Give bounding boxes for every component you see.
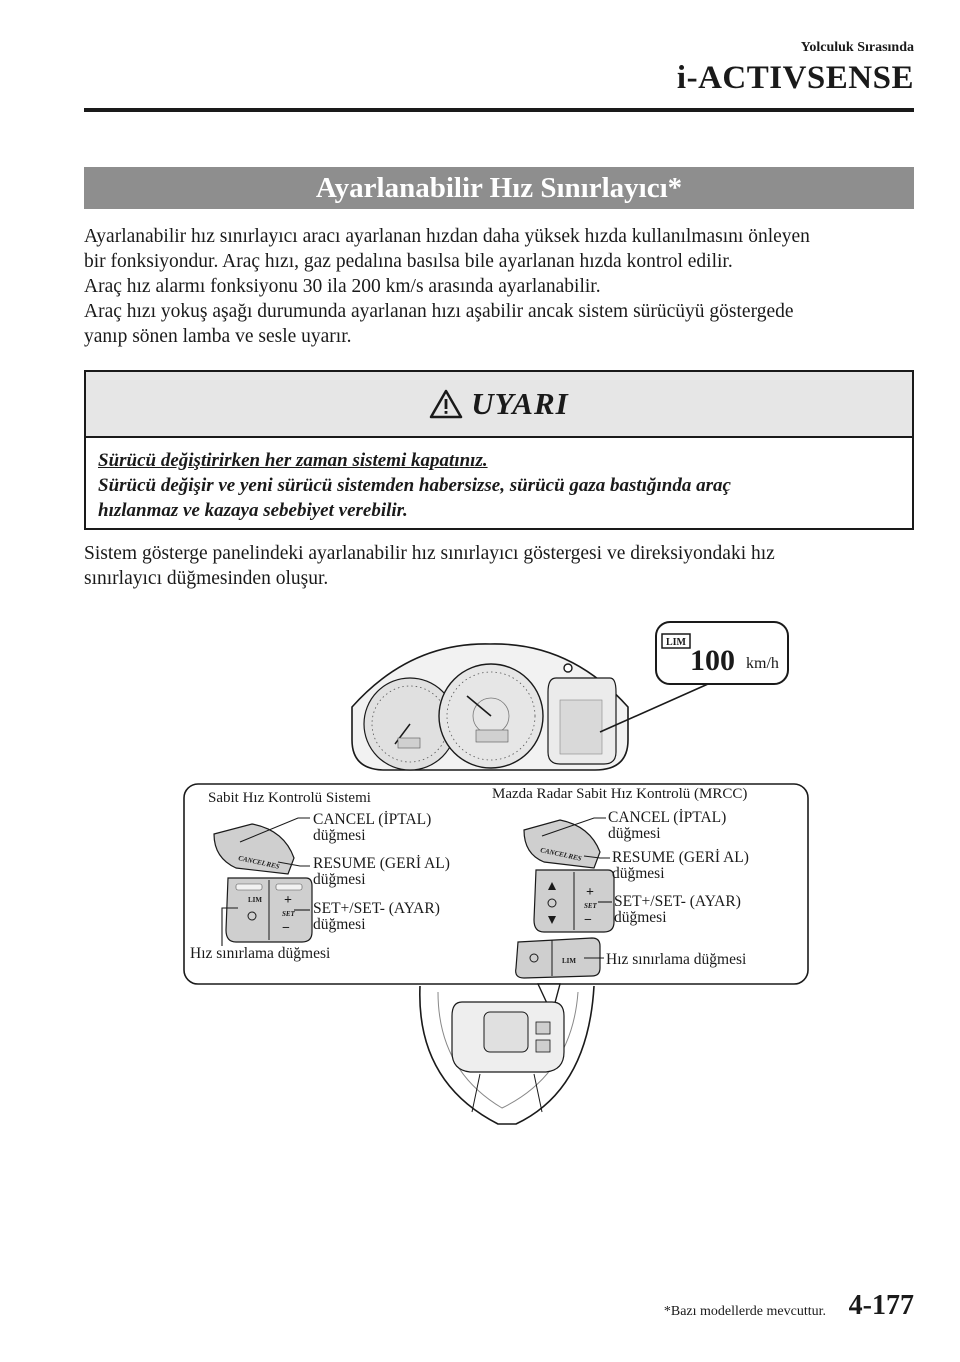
- description-line: sınırlayıcı düğmesinden oluşur.: [84, 568, 329, 589]
- left-set-label-2: düğmesi: [313, 916, 366, 933]
- speed-unit: km/h: [746, 655, 779, 672]
- mrcc-set-label: SET: [584, 902, 597, 910]
- warning-header: [86, 372, 912, 438]
- right-cancel-label: CANCEL (İPTAL): [608, 809, 727, 826]
- right-set-label-2: düğmesi: [614, 909, 667, 926]
- left-resume-label-2: düğmesi: [313, 871, 366, 888]
- description-paragraph: [84, 541, 914, 591]
- mrcc-cancel-label: CANCEL: [539, 846, 569, 860]
- right-resume-label: RESUME (GERİ AL): [612, 849, 749, 866]
- figure-illustration: [180, 612, 812, 1132]
- speed-limit-display: [656, 622, 788, 684]
- left-limit-label: Hız sınırlama düğmesi: [190, 945, 331, 962]
- right-panel-title: Mazda Radar Sabit Hız Kontrolü (MRCC): [492, 786, 748, 802]
- left-set-label: SET+/SET- (AYAR): [313, 900, 440, 917]
- intro-paragraph: [84, 224, 914, 349]
- right-set-label: SET+/SET- (AYAR): [614, 893, 741, 910]
- instrument-cluster: [352, 644, 628, 770]
- intro-line: Araç hızı yokuş aşağı durumunda ayarlanan hızı aşabilir ancak sistem sürücüyü göstergede: [84, 301, 794, 322]
- header-rule: [84, 108, 914, 112]
- running-header-section: Yolculuk Sırasında: [800, 40, 914, 55]
- lim-badge-label: LIM: [666, 637, 686, 648]
- steering-wheel: [420, 986, 594, 1124]
- left-resume-label: RESUME (GERİ AL): [313, 855, 450, 872]
- warning-line: Sürücü değiştirirken her zaman sistemi kapatınız.: [98, 450, 488, 471]
- warning-triangle-icon: [429, 389, 463, 419]
- left-cancel-label-2: düğmesi: [313, 827, 366, 844]
- warning-line: hızlanmaz ve kazaya sebebiyet verebilir.: [98, 500, 408, 521]
- left-panel-title: Sabit Hız Kontrolü Sistemi: [208, 790, 371, 806]
- right-resume-label-2: düğmesi: [612, 865, 665, 882]
- footnote: *Bazı modellerde mevcuttur.: [663, 1304, 826, 1319]
- mrcc-res-label: RES: [567, 852, 583, 863]
- warning-body: [86, 438, 912, 523]
- warning-title: UYARI: [471, 386, 569, 421]
- switch-set-label: SET: [282, 910, 295, 918]
- mrcc-plus-label: +: [586, 885, 594, 900]
- speed-value: 100: [690, 644, 735, 677]
- intro-line: Ayarlanabilir hız sınırlayıcı aracı ayarlanan hızdan daha yüksek hızda kullanılmasını önleyen: [84, 226, 810, 247]
- section-title: Ayarlanabilir Hız Sınırlayıcı*: [84, 167, 914, 209]
- intro-line: bir fonksiyondur. Araç hızı, gaz pedalına basılsa bile ayarlanan hızda kontrol edilir.: [84, 251, 733, 272]
- description-line: Sistem gösterge panelindeki ayarlanabilir hız sınırlayıcı göstergesi ve direksiyondaki hız: [84, 543, 775, 564]
- right-cancel-label-2: düğmesi: [608, 825, 661, 842]
- switch-cancel-label: CANCEL: [237, 854, 267, 868]
- switch-minus-label: −: [282, 921, 290, 936]
- left-cancel-label: CANCEL (İPTAL): [313, 811, 432, 828]
- mrcc-minus-label: −: [584, 913, 592, 928]
- right-limit-label: Hız sınırlama düğmesi: [606, 951, 747, 968]
- page-number: 4-177: [848, 1290, 914, 1321]
- switch-lim-label: LIM: [248, 896, 262, 904]
- lim-switch-label: LIM: [562, 957, 576, 965]
- switch-plus-label: +: [284, 893, 292, 908]
- intro-line: Araç hız alarmı fonksiyonu 30 ila 200 km/s arasında ayarlanabilir.: [84, 276, 601, 297]
- switch-res-label: RES: [265, 860, 281, 871]
- warning-box: [84, 370, 914, 530]
- warning-line: Sürücü değişir ve yeni sürücü sistemden habersizse, sürücü gaza bastığında araç: [98, 475, 731, 496]
- running-header-title: i-ACTIVSENSE: [676, 60, 914, 96]
- steering-switch-figure: [180, 612, 812, 1132]
- intro-line: yanıp sönen lamba ve sesle uyarır.: [84, 326, 352, 347]
